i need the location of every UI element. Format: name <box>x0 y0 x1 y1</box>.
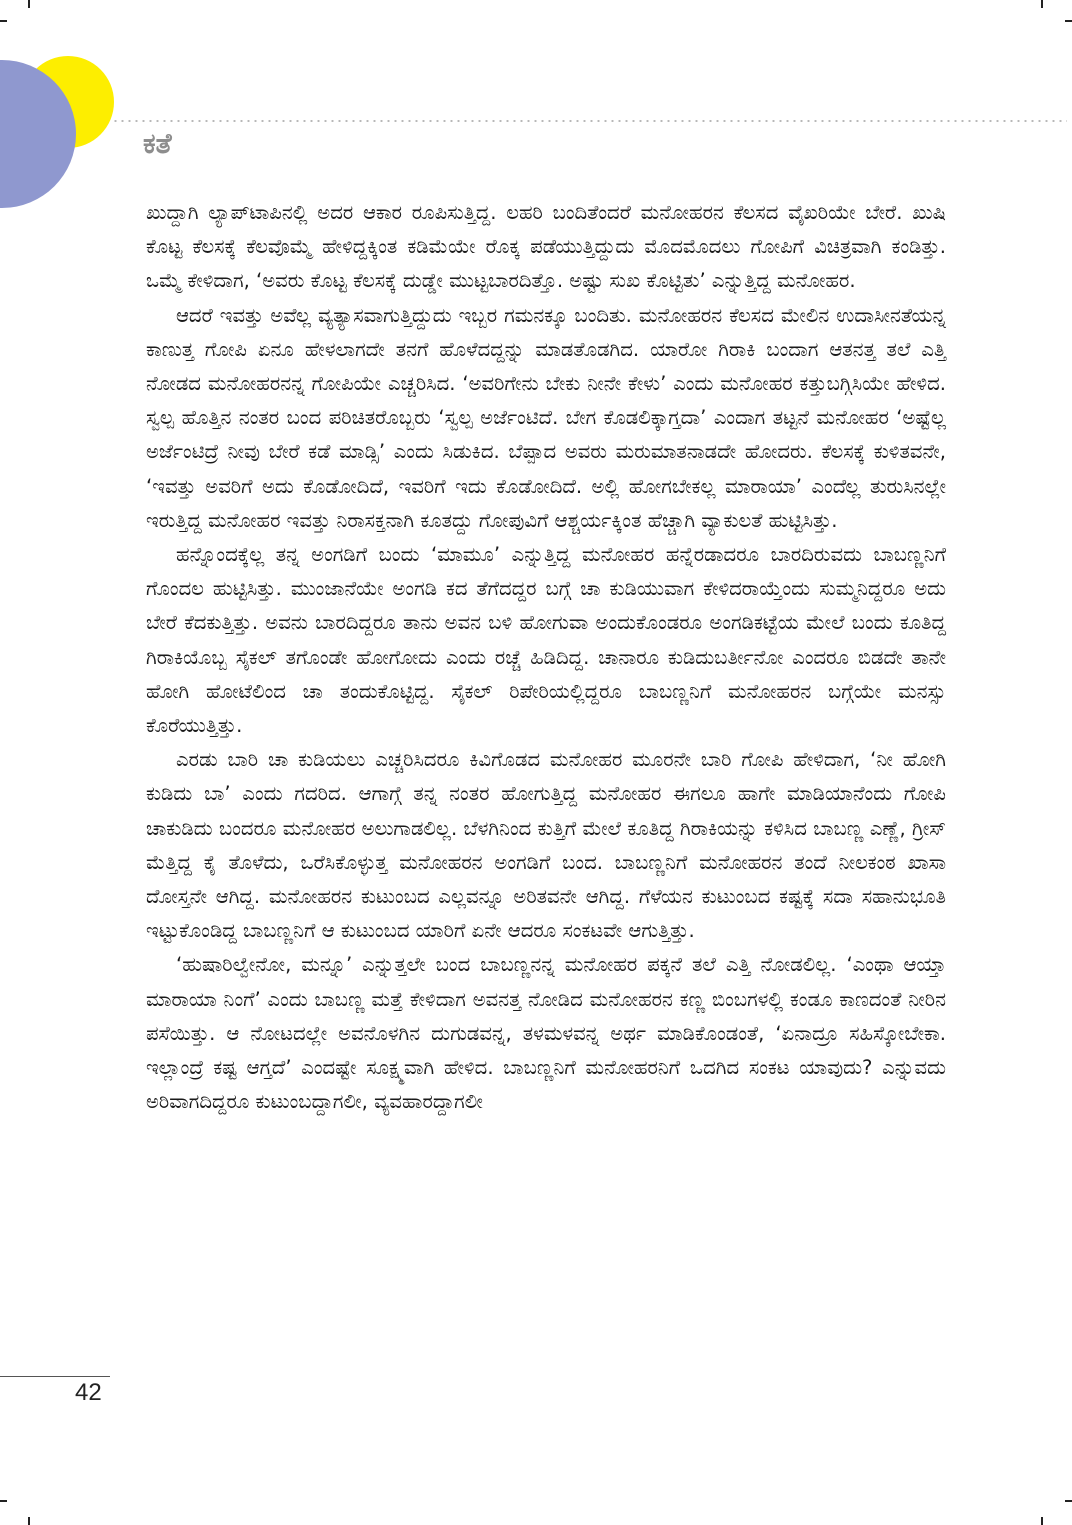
crop-mark-right-lower <box>1065 1500 1072 1502</box>
section-title: ಕತೆ <box>143 127 172 160</box>
page-number: 42 <box>75 1379 102 1406</box>
paragraph-5: ‘ಹುಷಾರಿಲ್ವೇನೋ, ಮನ್ನೂ’ ಎನ್ನುತ್ತಲೇ ಬಂದ ಬಾಬಣ್ಣನನ್ನ ಮನೋಹರ ಪಕ್ಕನೆ ತಲೆ ಎತ್ತಿ ನೋಡಲಿಲ್ಲ. ‘ಎಂಥಾ ಆಯ್ತಾ ಮಾರಾಯಾ ನಿಂಗೆ’ ಎಂದು ಬಾಬಣ್ಣ ಮತ್ತೆ ಕೇಳಿದಾಗ ಅವನತ್ತ ನೋಡಿದ ಮನೋಹರನ ಕಣ್ಣ ಬಿಂಬಗಳಲ್ಲಿ ಕಂಡೂ ಕಾಣದಂತೆ ನೀರಿನ ಪಸೆಯಿತ್ತು. ಆ ನೋಟದಲ್ಲೇ ಅವನೊಳಗಿನ ದುಗುಡವನ್ನ, ತಳಮಳವನ್ನ ಅರ್ಥ ಮಾಡಿಕೊಂಡಂತೆ, ‘ಏನಾದ್ರೂ ಸಹಿಸ್ಕೋಬೇಕಾ. ಇಲ್ಲಾಂದ್ರೆ ಕಷ್ಟ ಆಗ್ತದೆ’ ಎಂದಷ್ಟೇ ಸೂಕ್ಷ್ಮವಾಗಿ ಹೇಳಿದ. ಬಾಬಣ್ಣನಿಗೆ ಮನೋಹರನಿಗೆ ಒದಗಿದ ಸಂಕಟ ಯಾವುದು? ಎನ್ನುವದು ಅರಿವಾಗದಿದ್ದರೂ ಕುಟುಂಬದ್ದಾಗಲೀ, ವ್ಯವಹಾರದ್ದಾಗಲೀ <box>146 953 946 1114</box>
crop-mark-top-left <box>28 0 30 8</box>
page-number-rule <box>0 1376 110 1377</box>
paragraph-2: ಆದರೆ ಇವತ್ತು ಅವೆಲ್ಲ ವ್ಯತ್ಯಾಸವಾಗುತ್ತಿದ್ದುದು ಇಬ್ಬರ ಗಮನಕ್ಕೂ ಬಂದಿತು. ಮನೋಹರನ ಕೆಲಸದ ಮೇಲಿನ ಉದಾಸೀನತೆಯನ್ನ ಕಾಣುತ್ತ ಗೋಪಿ ಏನೂ ಹೇಳಲಾಗದೇ ತನಗೆ ಹೊಳೆದದ್ದನ್ನು ಮಾಡತೊಡಗಿದ. ಯಾರೋ ಗಿರಾಕಿ ಬಂದಾಗ ಆತನತ್ತ ತಲೆ ಎತ್ತಿ ನೋಡದ ಮನೋಹರನನ್ನ ಗೋಪಿಯೇ ಎಚ್ಚರಿಸಿದ. ‘ಅವರಿಗೇನು ಬೇಕು ನೀನೇ ಕೇಳು’ ಎಂದು ಮನೋಹರ ಕತ್ತುಬಗ್ಗಿಸಿಯೇ ಹೇಳಿದ. ಸ್ವಲ್ಪ ಹೊತ್ತಿನ ನಂತರ ಬಂದ ಪರಿಚಿತರೊಬ್ಬರು ‘ಸ್ವಲ್ಪ ಅರ್ಜೆಂಟಿದೆ. ಬೇಗ ಕೊಡಲಿಕ್ಕಾಗ್ತದಾ’ ಎಂದಾಗ ತಟ್ಟನೆ ಮನೋಹರ ‘ಅಷ್ಟೆಲ್ಲ ಅರ್ಜೆಂಟಿದ್ರೆ ನೀವು ಬೇರೆ ಕಡೆ ಮಾಡ್ಸಿ’ ಎಂದು ಸಿಡುಕಿದ. ಬೆಪ್ಪಾದ ಅವರು ಮರುಮಾತನಾಡದೇ ಹೋದರು. ಕೆಲಸಕ್ಕೆ ಕುಳಿತವನೇ, ‘ಇವತ್ತು ಅವರಿಗೆ ಅದು ಕೊಡೋದಿದೆ, ಇವರಿಗೆ ಇದು ಕೊಡೋದಿದೆ. ಅಲ್ಲಿ ಹೋಗಬೇಕಲ್ಲ ಮಾರಾಯಾ’ ಎಂದೆಲ್ಲ ತುರುಸಿನಲ್ಲೇ ಇರುತ್ತಿದ್ದ ಮನೋಹರ ಇವತ್ತು ನಿರಾಸಕ್ತನಾಗಿ ಕೂತದ್ದು ಗೋಪುವಿಗೆ ಆಶ್ಚರ್ಯಕ್ಕಿಂತ ಹೆಚ್ಚಾಗಿ ವ್ಯಾಕುಲತೆ ಹುಟ್ಟಿಸಿತ್ತು. <box>146 303 946 532</box>
story-body <box>146 196 946 1119</box>
crop-mark-bottom-left <box>28 1517 30 1525</box>
paragraph-4: ಎರಡು ಬಾರಿ ಚಾ ಕುಡಿಯಲು ಎಚ್ಚರಿಸಿದರೂ ಕಿವಿಗೊಡದ ಮನೋಹರ ಮೂರನೇ ಬಾರಿ ಗೋಪಿ ಹೇಳಿದಾಗ, ‘ನೀ ಹೋಗಿ ಕುಡಿದು ಬಾ’ ಎಂದು ಗದರಿದ. ಆಗಾಗ್ಗೆ ತನ್ನ ನಂತರ ಹೋಗುತ್ತಿದ್ದ ಮನೋಹರ ಈಗಲೂ ಹಾಗೇ ಮಾಡಿಯಾನೆಂದು ಗೋಪಿ ಚಾಕುಡಿದು ಬಂದರೂ ಮನೋಹರ ಅಲುಗಾಡಲಿಲ್ಲ. ಬೆಳಗಿನಿಂದ ಕುತ್ತಿಗೆ ಮೇಲೆ ಕೂತಿದ್ದ ಗಿರಾಕಿಯನ್ನು ಕಳಿಸಿದ ಬಾಬಣ್ಣ ಎಣ್ಣೆ, ಗ್ರೀಸ್ ಮೆತ್ತಿದ್ದ ಕೈ ತೊಳೆದು, ಒರೆಸಿಕೊಳ್ಳುತ್ತ ಮನೋಹರನ ಅಂಗಡಿಗೆ ಬಂದ. ಬಾಬಣ್ಣನಿಗೆ ಮನೋಹರನ ತಂದೆ ನೀಲಕಂಠ ಖಾಸಾ ದೋಸ್ತನೇ ಆಗಿದ್ದ. ಮನೋಹರನ ಕುಟುಂಬದ ಎಲ್ಲವನ್ನೂ ಅರಿತವನೇ ಆಗಿದ್ದ. ಗೆಳೆಯನ ಕುಟುಂಬದ ಕಷ್ಟಕ್ಕೆ ಸದಾ ಸಹಾನುಭೂತಿ ಇಟ್ಟುಕೊಂಡಿದ್ದ ಬಾಬಣ್ಣನಿಗೆ ಆ ಕುಟುಂಬದ ಯಾರಿಗೆ ಏನೇ ಆದರೂ ಸಂಕಟವೇ ಆಗುತ್ತಿತ್ತು. <box>146 748 946 943</box>
paragraph-3: ಹನ್ನೊಂದಕ್ಕೆಲ್ಲ ತನ್ನ ಅಂಗಡಿಗೆ ಬಂದು ‘ಮಾಮೂ’ ಎನ್ನುತ್ತಿದ್ದ ಮನೋಹರ ಹನ್ನೆರಡಾದರೂ ಬಾರದಿರುವದು ಬಾಬಣ್ಣನಿಗೆ ಗೊಂದಲ ಹುಟ್ಟಿಸಿತ್ತು. ಮುಂಜಾನೆಯೇ ಅಂಗಡಿ ಕದ ತೆಗೆದದ್ದರ ಬಗ್ಗೆ ಚಾ ಕುಡಿಯುವಾಗ ಕೇಳಿದರಾಯ್ತೆಂದು ಸುಮ್ಮನಿದ್ದರೂ ಅದು ಬೇರೆ ಕೆದಕುತ್ತಿತ್ತು. ಅವನು ಬಾರದಿದ್ದರೂ ತಾನು ಅವನ ಬಳಿ ಹೋಗುವಾ ಅಂದುಕೊಂಡರೂ ಅಂಗಡಿಕಟ್ಟೆಯ ಮೇಲೆ ಬಂದು ಕೂತಿದ್ದ ಗಿರಾಕಿಯೊಬ್ಬ ಸೈಕಲ್ ತಗೊಂಡೇ ಹೋಗೋದು ಎಂದು ರಚ್ಚೆ ಹಿಡಿದಿದ್ದ. ಚಾನಾರೂ ಕುಡಿದುಬರ್ತೀನೋ ಎಂದರೂ ಬಿಡದೇ ತಾನೇ ಹೋಗಿ ಹೋಟೆಲಿಂದ ಚಾ ತಂದುಕೊಟ್ಟಿದ್ದ. ಸೈಕಲ್ ರಿಪೇರಿಯಲ್ಲಿದ್ದರೂ ಬಾಬಣ್ಣನಿಗೆ ಮನೋಹರನ ಬಗ್ಗೆಯೇ ಮನಸ್ಸು ಕೊರೆಯುತ್ತಿತ್ತು. <box>146 543 946 738</box>
crop-mark-right-upper <box>1065 20 1072 22</box>
crop-mark-left-lower <box>0 1500 7 1502</box>
crop-mark-left-upper <box>0 20 7 22</box>
crop-mark-top-right <box>1041 0 1043 8</box>
paragraph-1: ಖುದ್ದಾಗಿ ಲ್ಯಾಪ್‌ಟಾಪಿನಲ್ಲಿ ಅದರ ಆಕಾರ ರೂಪಿಸುತ್ತಿದ್ದ. ಲಹರಿ ಬಂದಿತೆಂದರೆ ಮನೋಹರನ ಕೆಲಸದ ವೈಖರಿಯೇ ಬೇರೆ. ಖುಷಿ ಕೊಟ್ಟ ಕೆಲಸಕ್ಕೆ ಕೆಲವೊಮ್ಮೆ ಹೇಳಿದ್ದಕ್ಕಿಂತ ಕಡಿಮೆಯೇ ರೊಕ್ಕ ಪಡೆಯುತ್ತಿದ್ದುದು ಮೊದಮೊದಲು ಗೋಪಿಗೆ ವಿಚಿತ್ರವಾಗಿ ಕಂಡಿತ್ತು. ಒಮ್ಮೆ ಕೇಳಿದಾಗ, ‘ಅವರು ಕೊಟ್ಟ ಕೆಲಸಕ್ಕೆ ದುಡ್ಡೇ ಮುಟ್ಟಬಾರದಿತ್ತೊ. ಅಷ್ಟು ಸುಖ ಕೊಟ್ಟಿತು’ ಎನ್ನುತ್ತಿದ್ದ ಮನೋಹರ. <box>146 201 946 293</box>
dotted-header-rule <box>112 120 1067 122</box>
crop-mark-bottom-right <box>1041 1517 1043 1525</box>
